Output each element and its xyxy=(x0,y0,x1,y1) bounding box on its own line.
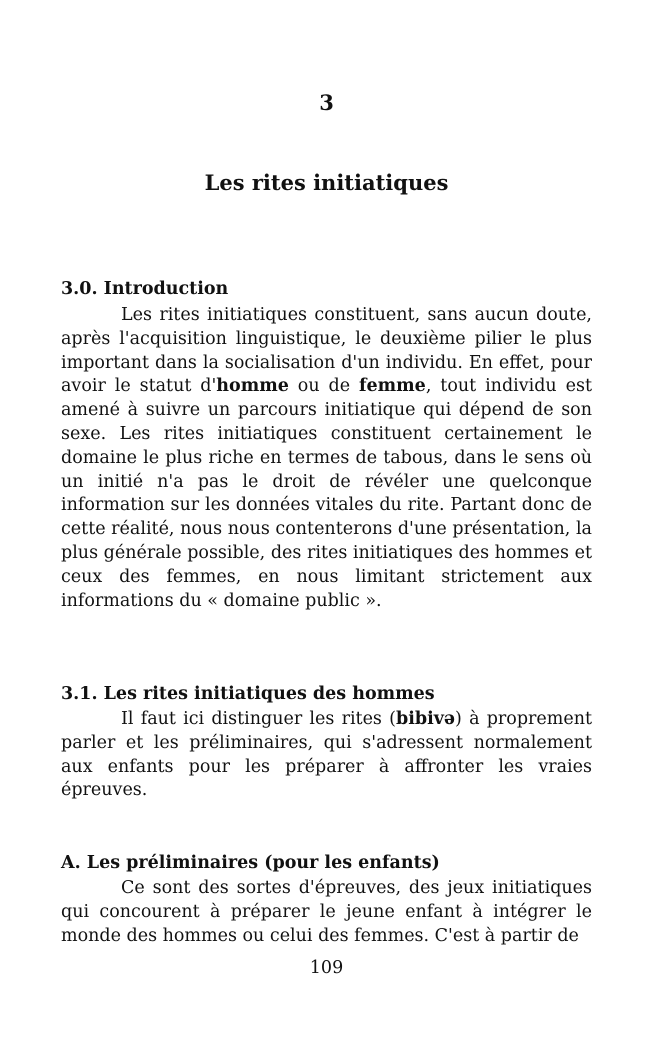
men-text-2: ) à proprement parler et les préliminaires, qui s'adressent normalement aux enfants pour les préparer à affronter les vraies épreuves. xyxy=(61,709,592,801)
paragraph-introduction xyxy=(61,304,592,613)
paragraph-men-rites xyxy=(61,708,592,803)
section-heading-men-rites: 3.1. Les rites initiatiques des hommes xyxy=(61,684,435,704)
intro-text-3: , tout individu est amené à suivre un parcours initiatique qui dépend de son sexe. Les rites initiatiques constituent certainement le domaine le plus riche en termes de tabous, dans le sens où un initié n'a pas le droit de révéler une quelconque information sur les données vitales du rite. Partant donc de cette réalité, nous nous contenterons d'une présentation, la plus générale possible, des rites initiatiques des hommes et ceux des femmes, en nous limitant strictement aux informations du « domaine public ». xyxy=(61,376,592,611)
intro-text-1: Les rites initiatiques constituent, sans aucun doute, après l'acquisition linguistique, le deuxième pilier le plus important dans la socialisation d'un individu. En effet, pour avoir le statut d' xyxy=(61,305,592,397)
chapter-title: Les rites initiatiques xyxy=(204,170,449,195)
term-homme: homme xyxy=(216,376,289,397)
term-bibive: bibivə xyxy=(395,709,456,729)
intro-text-2: ou de xyxy=(288,376,359,397)
paragraph-preliminaries: Ce sont des sortes d'épreuves, des jeux initiatiques qui concourent à préparer le jeune enfant à intégrer le monde des hommes ou celui des femmes. C'est à partir de xyxy=(61,878,592,946)
chapter-number: 3 xyxy=(319,90,334,115)
page-number: 109 xyxy=(309,958,344,978)
section-heading-preliminaries: A. Les préliminaires (pour les enfants) xyxy=(61,853,440,873)
section-heading-introduction: 3.0. Introduction xyxy=(61,279,229,299)
men-text-1: Il faut ici distinguer les rites ( xyxy=(121,709,396,729)
term-femme: femme xyxy=(358,376,426,397)
